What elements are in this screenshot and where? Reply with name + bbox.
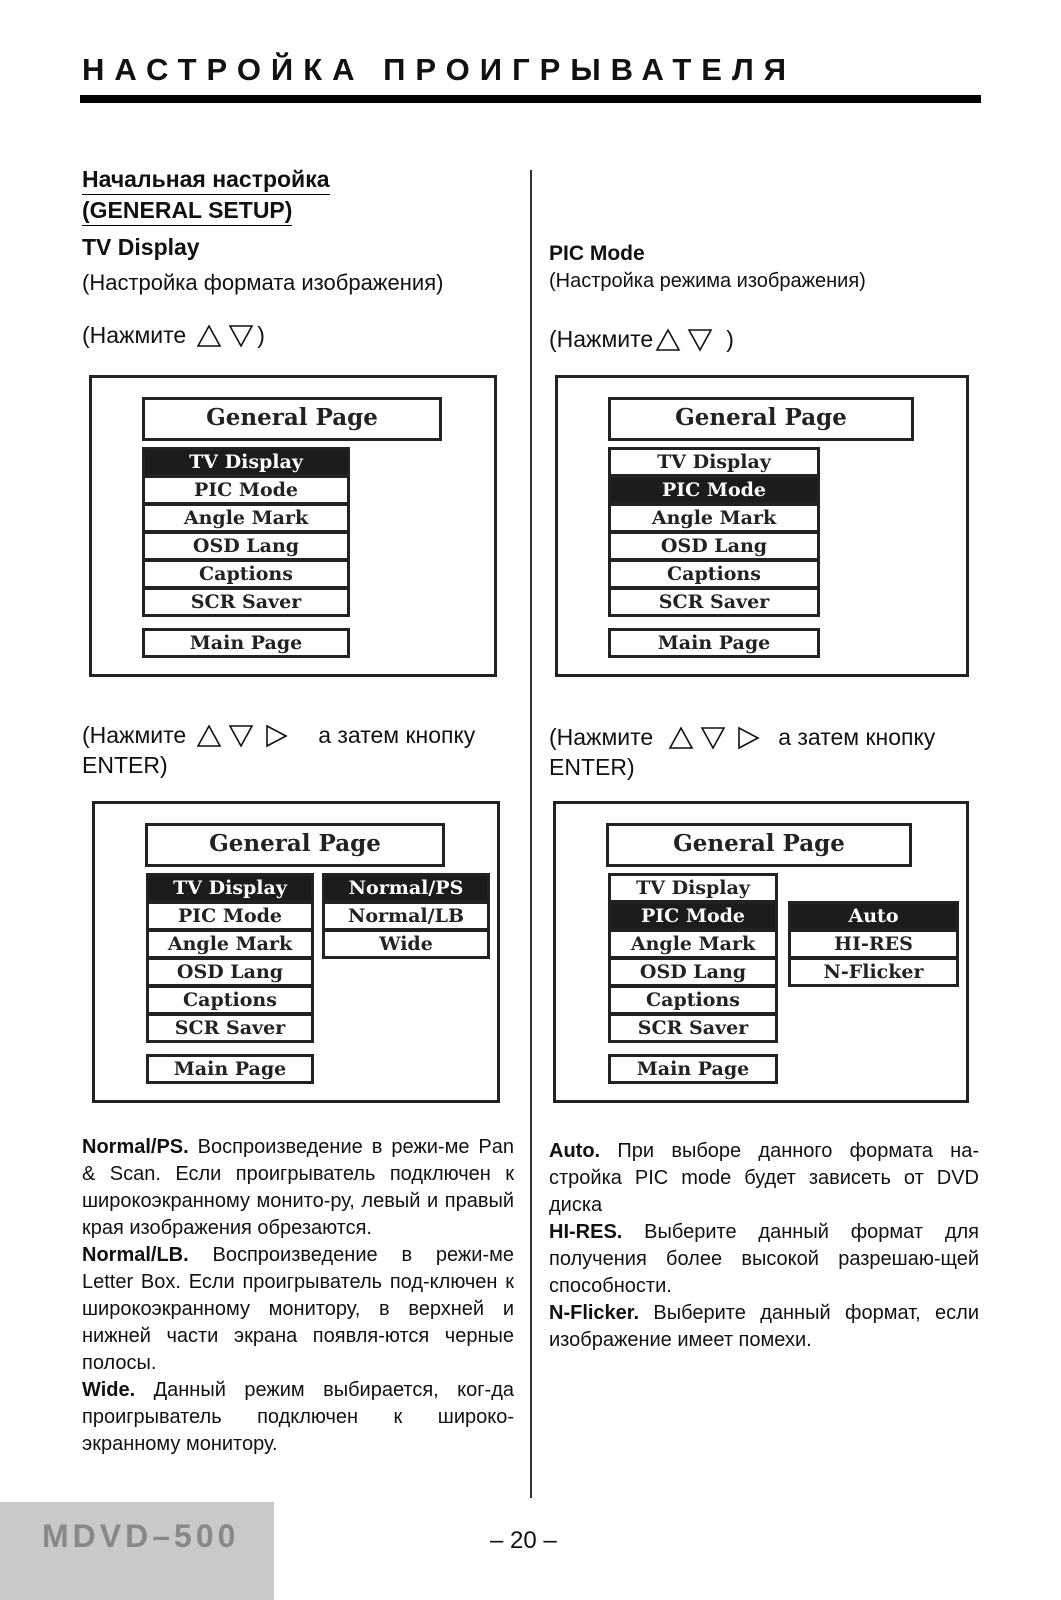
- osd-item-angle-mark[interactable]: Angle Mark: [608, 929, 778, 959]
- up-arrow-icon: [196, 324, 222, 348]
- tv-display-subtitle: (Настройка формата изображения): [82, 270, 444, 295]
- desc-hi-res: Выберите данный формат для получения более высокой разрешаю-щей способности.: [549, 1221, 979, 1297]
- press-text: (Нажмите: [82, 322, 187, 348]
- osd-item-pic-mode[interactable]: PIC Mode: [608, 901, 778, 931]
- osd-title: General Page: [142, 397, 442, 441]
- osd-main-page[interactable]: Main Page: [608, 628, 820, 658]
- osd-item-captions[interactable]: Captions: [142, 559, 350, 589]
- pic-mode-subtitle: (Настройка режима изображения): [549, 270, 866, 292]
- up-arrow-icon: [655, 328, 681, 352]
- osd-item-pic-mode[interactable]: PIC Mode: [608, 475, 820, 505]
- osd-main-page[interactable]: Main Page: [146, 1054, 314, 1084]
- osd-main-page[interactable]: Main Page: [608, 1054, 778, 1084]
- osd-item-captions[interactable]: Captions: [608, 985, 778, 1015]
- right-arrow-icon: [735, 726, 761, 750]
- osd-item-tv-display[interactable]: TV Display: [608, 447, 820, 477]
- term-n-flicker: N-Flicker.: [549, 1302, 640, 1324]
- left-description: [82, 1134, 514, 1458]
- osd-item-tv-display[interactable]: TV Display: [142, 447, 350, 477]
- osd-option-normal-lb[interactable]: Normal/LB: [322, 901, 490, 931]
- section-heading-en: (GENERAL SETUP): [82, 197, 292, 226]
- term-wide: Wide.: [82, 1379, 136, 1401]
- press-instruction: [549, 326, 734, 353]
- down-arrow-icon: [228, 324, 254, 348]
- down-arrow-icon: [228, 724, 254, 748]
- osd-item-scr-saver[interactable]: SCR Saver: [146, 1013, 314, 1043]
- term-normal-ps: Normal/PS.: [82, 1136, 189, 1158]
- osd-item-scr-saver[interactable]: SCR Saver: [142, 587, 350, 617]
- press-text: (Нажмите: [549, 326, 654, 352]
- osd-item-osd-lang[interactable]: OSD Lang: [608, 531, 820, 561]
- press-enter-line2: ENTER): [82, 752, 168, 778]
- up-arrow-icon: [196, 724, 222, 748]
- desc-normal-lb: Воспроизведение в режи-ме Letter Box. Если проигрыватель под-ключен к широкоэкранному монитору, в верхней и нижней части экрана появля-ются черные полосы.: [82, 1244, 514, 1374]
- osd-item-captions[interactable]: Captions: [608, 559, 820, 589]
- pic-mode-heading: PIC Mode: [549, 242, 645, 265]
- osd-item-osd-lang[interactable]: OSD Lang: [146, 957, 314, 987]
- title-rule: [80, 95, 981, 103]
- osd-item-angle-mark[interactable]: Angle Mark: [608, 503, 820, 533]
- press-instruction: [82, 322, 265, 349]
- page-title: НАСТРОЙКА ПРОИГРЫВАТЕЛЯ: [82, 52, 797, 87]
- osd-option-normal-ps[interactable]: Normal/PS: [322, 873, 490, 903]
- osd-item-pic-mode[interactable]: PIC Mode: [146, 901, 314, 931]
- press-text: (Нажмите: [82, 722, 187, 748]
- press-text-close: ): [257, 322, 265, 348]
- press-enter-instruction: [82, 722, 475, 749]
- osd-item-angle-mark[interactable]: Angle Mark: [142, 503, 350, 533]
- right-description: [549, 1138, 979, 1354]
- tv-display-heading: TV Display: [82, 234, 200, 260]
- osd-item-osd-lang[interactable]: OSD Lang: [142, 531, 350, 561]
- desc-n-flicker: Выберите данный формат, если изображение имеет помехи.: [549, 1302, 979, 1351]
- osd-option-hi-res[interactable]: HI-RES: [788, 929, 959, 959]
- osd-option-wide[interactable]: Wide: [322, 929, 490, 959]
- model-name: MDVD–500: [42, 1518, 240, 1554]
- down-arrow-icon: [700, 726, 726, 750]
- section-heading: Начальная настройка: [82, 166, 330, 195]
- press-enter-instruction: [549, 724, 935, 751]
- term-normal-lb: Normal/LB.: [82, 1244, 189, 1266]
- column-divider: [530, 170, 532, 1498]
- osd-item-pic-mode[interactable]: PIC Mode: [142, 475, 350, 505]
- osd-item-tv-display[interactable]: TV Display: [146, 873, 314, 903]
- press-text-then: а затем кнопку: [778, 724, 936, 750]
- page-number: – 20 –: [490, 1527, 557, 1554]
- up-arrow-icon: [668, 726, 694, 750]
- desc-normal-ps: Воспроизведение в режи-ме Pan & Scan. Если проигрыватель подключен к широкоэкранному монито-ру, левый и правый края изображения обрезаются.: [82, 1136, 514, 1239]
- press-text-then: а затем кнопку: [318, 722, 476, 748]
- osd-item-angle-mark[interactable]: Angle Mark: [146, 929, 314, 959]
- osd-main-page[interactable]: Main Page: [142, 628, 350, 658]
- desc-auto: При выборе данного формата на-стройка PIC mode будет зависеть от DVD диска: [549, 1140, 979, 1216]
- osd-title: General Page: [608, 397, 914, 441]
- press-enter-line2: ENTER): [549, 754, 635, 780]
- term-auto: Auto.: [549, 1140, 601, 1162]
- osd-title: General Page: [606, 823, 912, 867]
- osd-item-tv-display[interactable]: TV Display: [608, 873, 778, 903]
- term-hi-res: HI-RES.: [549, 1221, 623, 1243]
- osd-item-osd-lang[interactable]: OSD Lang: [608, 957, 778, 987]
- osd-item-scr-saver[interactable]: SCR Saver: [608, 1013, 778, 1043]
- osd-title: General Page: [145, 823, 445, 867]
- down-arrow-icon: [687, 328, 713, 352]
- press-text-close: ): [726, 326, 734, 352]
- osd-option-auto[interactable]: Auto: [788, 901, 959, 931]
- right-arrow-icon: [263, 724, 289, 748]
- osd-item-captions[interactable]: Captions: [146, 985, 314, 1015]
- desc-wide: Данный режим выбирается, ког-да проигрыватель подключен к широко-экранному монитору.: [82, 1379, 514, 1455]
- press-text: (Нажмите: [549, 724, 654, 750]
- osd-option-n-flicker[interactable]: N-Flicker: [788, 957, 959, 987]
- osd-item-scr-saver[interactable]: SCR Saver: [608, 587, 820, 617]
